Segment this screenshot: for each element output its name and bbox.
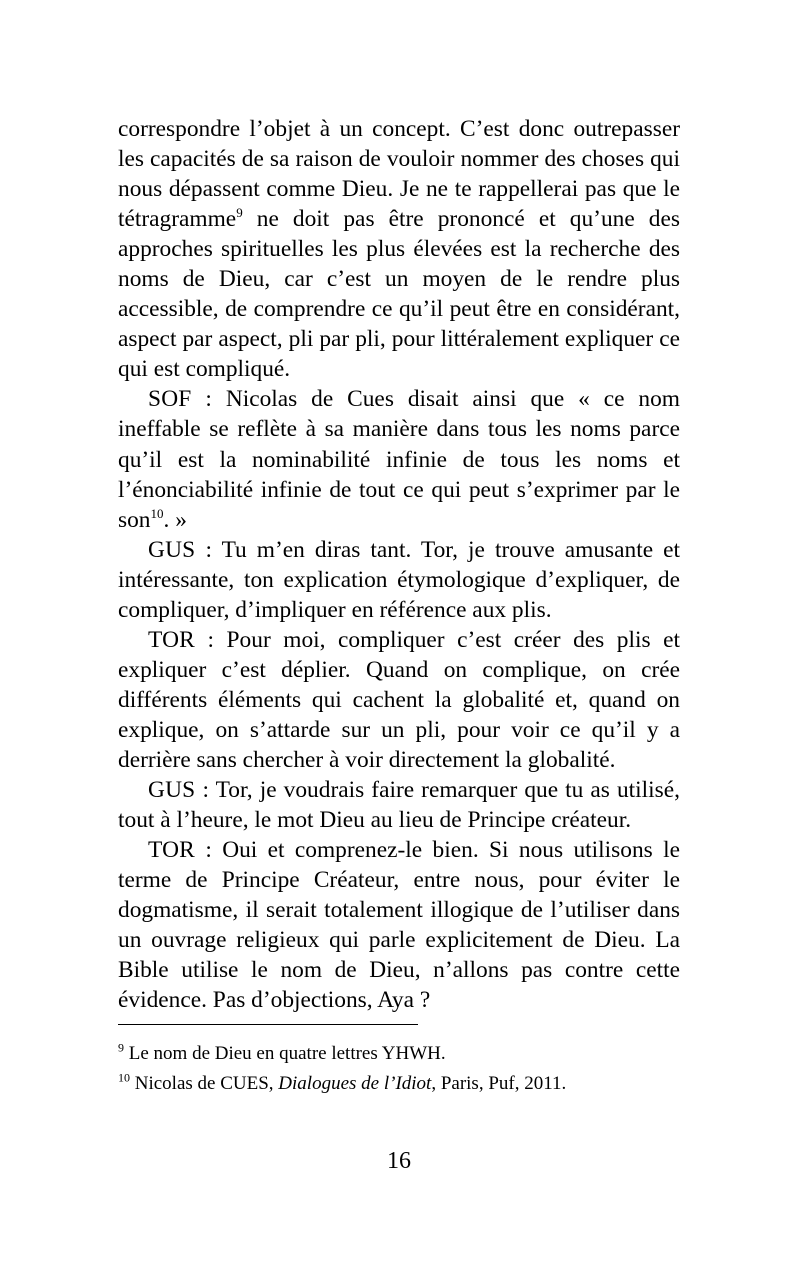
- footnote-text: , Paris, Puf, 2011.: [431, 1073, 567, 1094]
- footnote-10: [118, 1069, 680, 1099]
- paragraph-continuation: [118, 114, 680, 384]
- page-body: [118, 114, 680, 1015]
- dialogue-paragraph-gus: [118, 535, 680, 625]
- footnote-title-italic: Dialogues de l’Idiot: [278, 1073, 432, 1094]
- footnote-text: Le nom de Dieu en quatre lettres YHWH.: [124, 1043, 446, 1064]
- speaker-name: GUS: [148, 777, 196, 804]
- dialogue-paragraph-gus: [118, 775, 680, 835]
- dialogue-paragraph-tor: [118, 835, 680, 1015]
- speaker-name: TOR: [148, 626, 195, 653]
- paragraph-text: ne doit pas être prononcé et qu’une des approches spirituelles les plus élevées est la recherche des noms de Dieu, car c’est un moyen de le rendre plus accessible, de comprendre ce qu’il peut être en considérant, aspect par aspect, pli par pli, pour littéralement expliquer ce qui est compliqué.: [118, 206, 680, 383]
- speaker-name: TOR: [148, 837, 195, 864]
- footnote-divider: [118, 1024, 418, 1025]
- speaker-name: SOF: [148, 386, 192, 413]
- footnotes: [118, 1039, 680, 1099]
- footnote-ref-10[interactable]: 10: [150, 505, 164, 521]
- footnote-number: 9: [118, 1040, 124, 1055]
- dialogue-paragraph-sof: [118, 384, 680, 534]
- speaker-name: GUS: [148, 536, 196, 563]
- paragraph-text: : Nicolas de Cues disait ainsi que « ce nom ineffable se reflète à sa manière dans tous les noms parce qu’il est la nominabilité infinie de tous les noms et l’énonciabilité infinie de tout ce qui peut s’exprimer par le son: [118, 386, 680, 533]
- paragraph-text: : Pour moi, compliquer c’est créer des plis et expliquer c’est déplier. Quand on complique, on crée différents éléments qui cachent la globalité et, quand on explique, on s’attarde sur un pli, pour voir ce qu’il y a derrière sans chercher à voir directement la globalité.: [118, 626, 680, 773]
- paragraph-text: : Tu m’en diras tant. Tor, je trouve amusante et intéressante, ton explication étymologique d’expliquer, de compliquer, d’impliquer en référence aux plis.: [118, 536, 680, 623]
- footnote-9: [118, 1039, 680, 1069]
- dialogue-paragraph-tor: [118, 625, 680, 775]
- paragraph-text: . »: [163, 506, 187, 533]
- body-text: [118, 114, 680, 1015]
- footnote-ref-9[interactable]: 9: [236, 205, 243, 221]
- footnote-number: 10: [118, 1070, 130, 1085]
- paragraph-text: : Oui et comprenez-le bien. Si nous utilisons le terme de Principe Créateur, entre nous, pour éviter le dogmatisme, il serait totalement illogique de l’utiliser dans un ouvrage religieux qui parle explicitement de Dieu. La Bible utilise le nom de Dieu, n’allons pas contre cette évidence. Pas d’objections, Aya ?: [118, 837, 680, 1014]
- paragraph-text: correspondre l’objet à un concept. C’est donc outrepasser les capacités de sa raison de vouloir nommer des choses qui nous dépassent comme Dieu. Je ne te rappellerai pas que le tétragramme: [118, 116, 680, 233]
- footnote-text: Nicolas de CUES,: [130, 1073, 279, 1094]
- paragraph-text: : Tor, je voudrais faire remarquer que tu as utilisé, tout à l’heure, le mot Dieu au lieu de Principe créateur.: [118, 777, 680, 834]
- page-number: 16: [387, 1148, 411, 1174]
